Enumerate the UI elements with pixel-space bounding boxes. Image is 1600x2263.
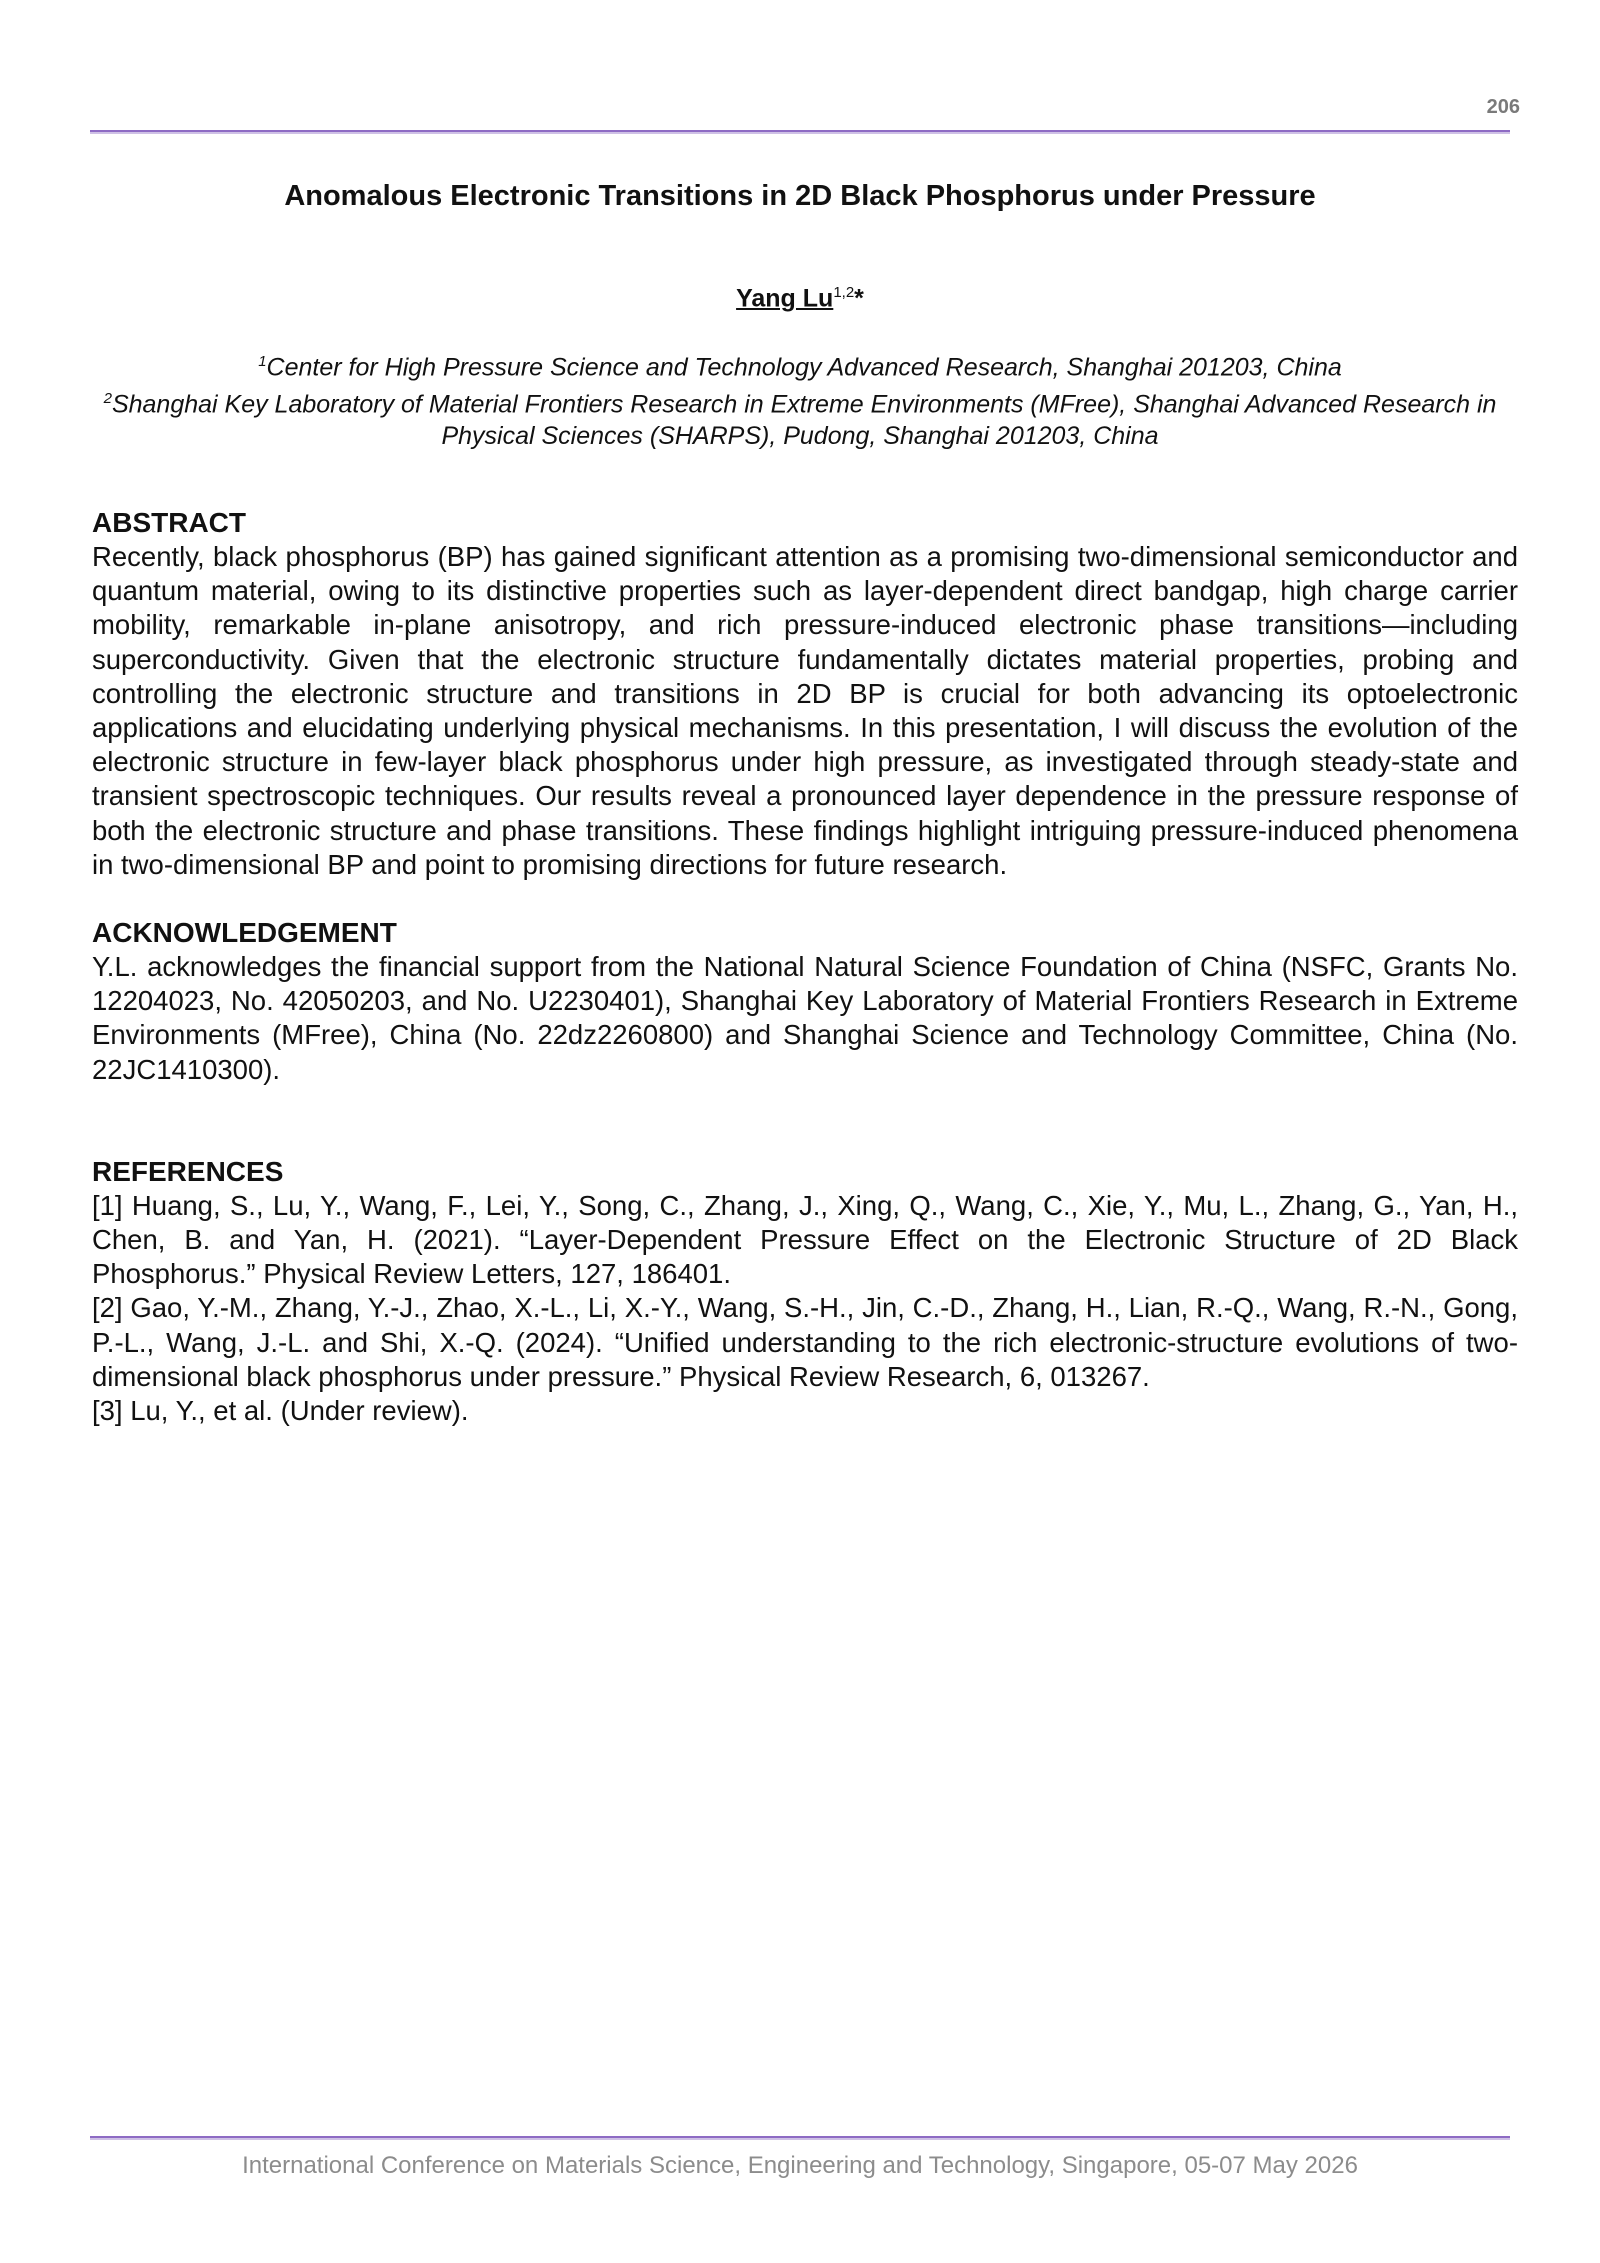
corresponding-author-mark: * bbox=[854, 284, 864, 313]
author-name: Yang Lu bbox=[736, 284, 834, 313]
acknowledgement-heading: ACKNOWLEDGEMENT bbox=[92, 917, 397, 949]
section-spacer bbox=[92, 882, 1518, 916]
header-rule bbox=[90, 130, 1510, 134]
paper-body bbox=[92, 506, 1518, 1428]
affiliation-text: Shanghai Key Laboratory of Material Frontiers Research in Extreme Environments (MFree), Shanghai Advanced Research in Physical Sciences (SHARPS), Pudong, Shanghai 201203, China bbox=[111, 390, 1497, 450]
affiliation-number: 2 bbox=[103, 390, 112, 408]
affiliation-number: 1 bbox=[258, 353, 267, 370]
paper-title: Anomalous Electronic Transitions in 2D Black Phosphorus under Pressure bbox=[284, 180, 1316, 212]
affiliations bbox=[90, 346, 1510, 452]
section-spacer bbox=[92, 1087, 1518, 1155]
reference-item: [2] Gao, Y.-M., Zhang, Y.-J., Zhao, X.-L., Li, X.-Y., Wang, S.-H., Jin, C.-D., Zhang, H., Lian, R.-Q., Wang, R.-N., Gong, P.-L., Wang, J.-L. and Shi, X.-Q. (2024). “Unified understanding to the rich electronic-structure evolutions of two-dimensional black phosphorus under pressure.” Physical Review Research, 6, 013267. bbox=[92, 1292, 1518, 1392]
footer-text: International Conference on Materials Science, Engineering and Technology, Singapore, 05-07 May 2026 bbox=[242, 2152, 1358, 2179]
reference-item: [3] Lu, Y., et al. (Under review). bbox=[92, 1395, 469, 1427]
page-number: 206 bbox=[1486, 96, 1520, 118]
affiliation-item bbox=[90, 346, 1510, 383]
reference-item: [1] Huang, S., Lu, Y., Wang, F., Lei, Y., Song, C., Zhang, J., Xing, Q., Wang, C., Xie, Y., Mu, L., Zhang, G., Yan, H., Chen, B. and Yan, H. (2021). “Layer-Dependent Pressure Effect on the Electronic Structure of 2D Black Phosphorus.” Physical Review Letters, 127, 186401. bbox=[92, 1189, 1518, 1290]
abstract-text: Recently, black phosphorus (BP) has gained significant attention as a promising two-dimensional semiconductor and quantum material, owing to its distinctive properties such as layer-dependent direct bandgap, high charge carrier mobility, remarkable in-plane anisotropy, and rich pressure-induced electronic phase transitions—including superconductivity. Given that the electronic structure fundamentally dictates material properties, probing and controlling the electronic structure and transitions in 2D BP is crucial for both advancing its optoelectronic applications and elucidating underlying physical mechanisms. In this presentation, I will discuss the evolution of the electronic structure in few-layer black phosphorus under high pressure, as investigated through steady-state and transient spectroscopic techniques. Our results reveal a pronounced layer dependence in the pressure response of both the electronic structure and phase transitions. These findings highlight intriguing pressure-induced phenomena in two-dimensional BP and point to promising directions for future research. bbox=[92, 541, 1518, 880]
author-line bbox=[90, 284, 1510, 313]
affiliation-text: Center for High Pressure Science and Technology Advanced Research, Shanghai 201203, China bbox=[266, 353, 1342, 382]
abstract-heading: ABSTRACT bbox=[92, 507, 246, 538]
acknowledgement-text: Y.L. acknowledges the financial support from the National Natural Science Foundation of China (NSFC, Grants No. 12204023, No. 42050203, and No. U2230401), Shanghai Key Laboratory of Material Frontiers Research in Extreme Environments (MFree), China (No. 22dz2260800) and Shanghai Science and Technology Committee, China (No. 22JC1410300). bbox=[92, 951, 1518, 1085]
author-affiliation-marks: 1,2 bbox=[833, 284, 855, 301]
references-heading: REFERENCES bbox=[92, 1155, 284, 1187]
affiliation-item bbox=[90, 383, 1510, 451]
footer-rule bbox=[90, 2136, 1510, 2140]
